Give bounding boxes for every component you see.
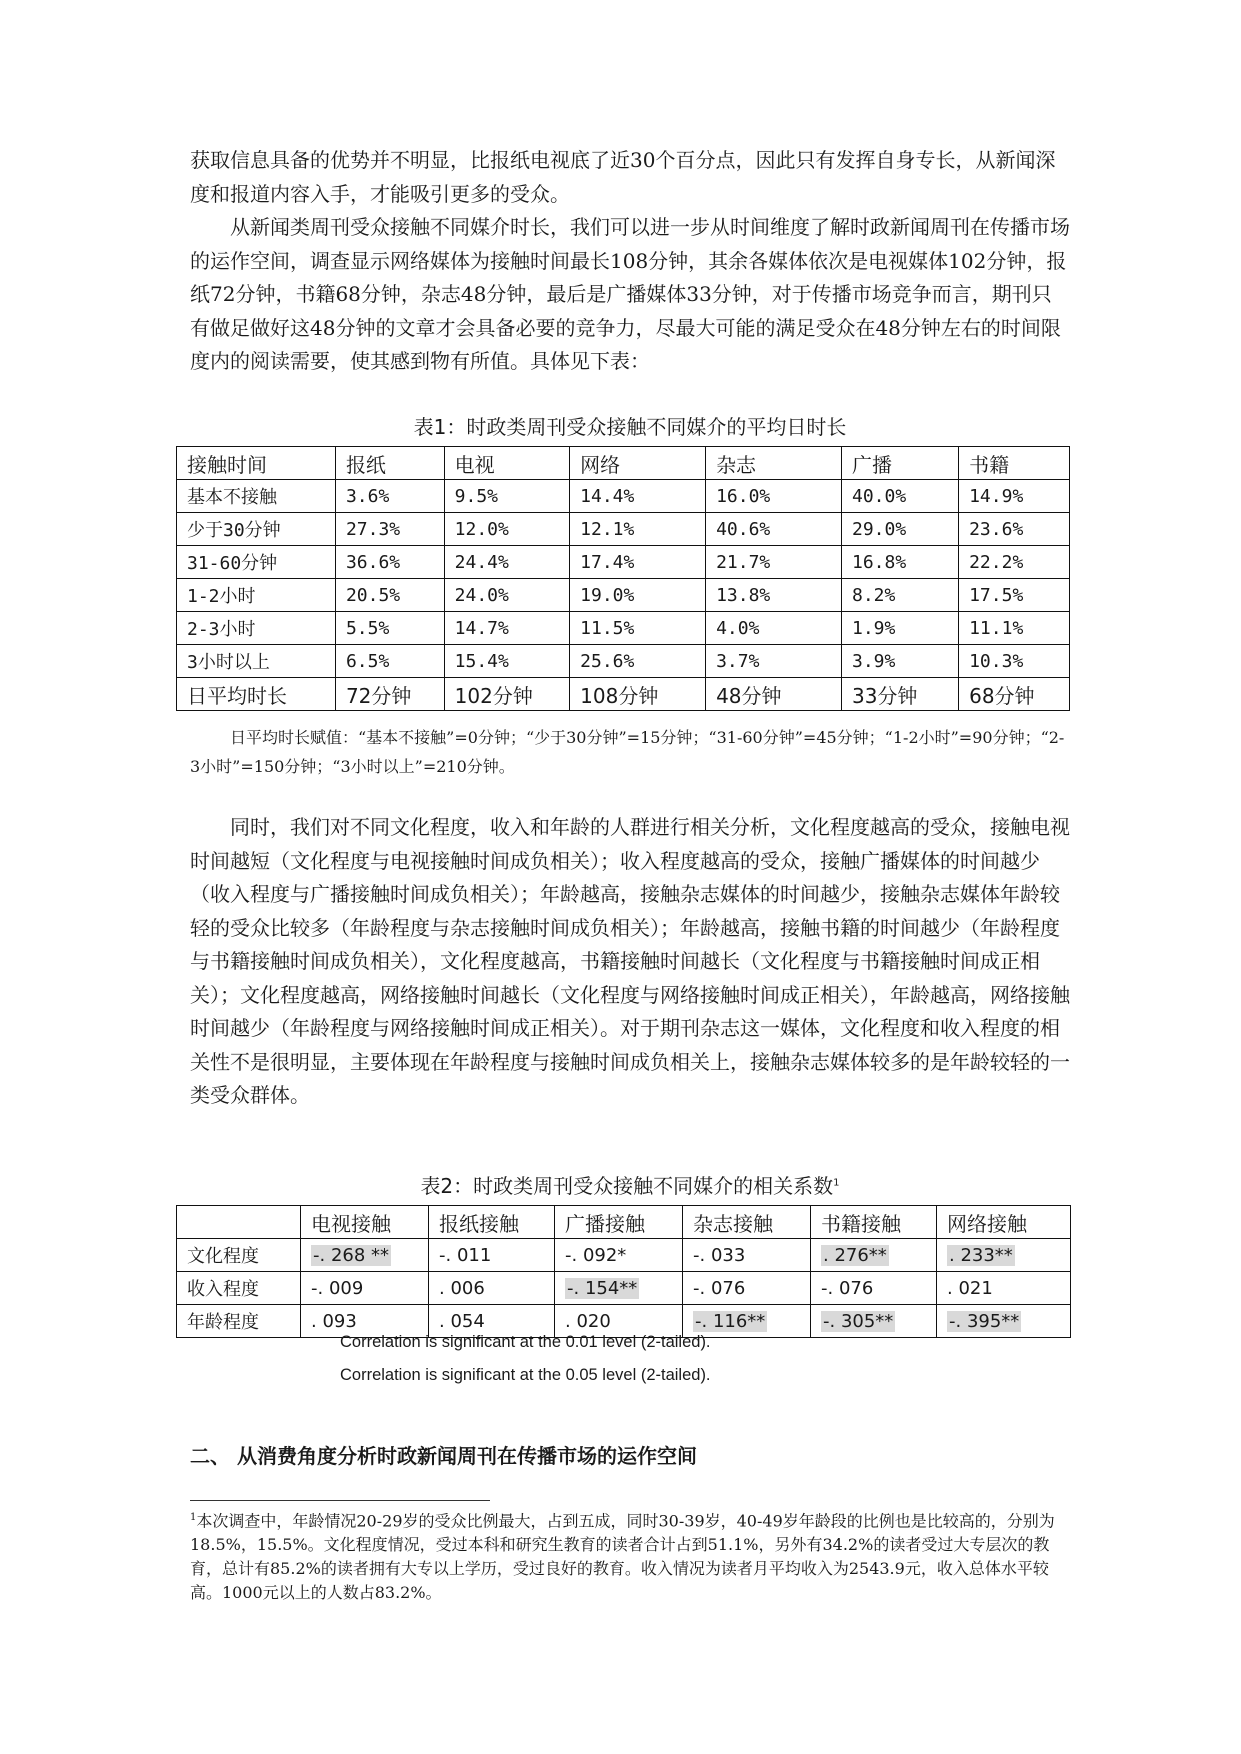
header-cell: 杂志接触 [683,1206,811,1239]
highlighted-value: -. 154** [567,1277,638,1299]
table-cell: 24.4% [444,546,569,579]
row-label-cell: 收入程度 [177,1272,301,1305]
table-cell: 14.9% [959,480,1070,513]
paragraph-3: 同时，我们对不同文化程度，收入和年龄的人群进行相关分析，文化程度越高的受众，接触电视时间越短（文化程度与电视接触时间成负相关）；收入程度越高的受众，接触广播媒体的时间越少（收入程度与广播接触时间成负相关）；年龄越高，接触杂志媒体的时间越少，接触杂志媒体年龄较轻的受众比较多（年龄程度与杂志接触时间成负相关）；年龄越高，接触书籍的时间越少（年龄程度与书籍接触时间成负相关），文化程度越高，书籍接触时间越长（文化程度与书籍接触时间成正相关）；文化程度越高，网络接触时间越长（文化程度与网络接触时间成正相关），年龄越高，网络接触时间越少（年龄程度与网络接触时间成正相关）。对于期刊杂志这一媒体，文化程度和收入程度的相关性不是很明显，主要体现在年龄程度与接触时间成负相关上，接触杂志媒体较多的是年龄较轻的一类受众群体。 [190,815,1070,1107]
correlation-note-005: Correlation is significant at the 0.05 level (2-tailed). [340,1366,711,1384]
row-label-cell: 2-3小时 [177,612,336,645]
table-cell: 3.6% [335,480,444,513]
row-label-cell: 文化程度 [177,1239,301,1272]
table-cell: 13.8% [706,579,842,612]
table-cell: 17.5% [959,579,1070,612]
table-cell: 6.5% [335,645,444,678]
header-cell: 电视 [444,447,569,480]
header-cell [177,1206,301,1239]
table-cell: 20.5% [335,579,444,612]
table-cell: 5.5% [335,612,444,645]
table-cell: 48分钟 [706,678,842,711]
table-cell [555,1272,683,1305]
table-cell: 14.4% [570,480,706,513]
table-cell: 21.7% [706,546,842,579]
table1-caption: 表1：时政类周刊受众接触不同媒介的平均日时长 [413,415,847,439]
section-heading: 二、 从消费角度分析时政新闻周刊在传播市场的运作空间 [190,1444,697,1468]
table-cell: 17.4% [570,546,706,579]
table-row [177,612,1070,645]
header-cell: 报纸 [335,447,444,480]
table-cell: 8.2% [841,579,958,612]
header-cell: 广播 [841,447,958,480]
highlighted-value: . 233** [949,1244,1013,1266]
header-cell: 电视接触 [301,1206,429,1239]
header-cell: 接触时间 [177,447,336,480]
table-cell: -. 009 [301,1272,429,1305]
table-cell: -. 092* [555,1239,683,1272]
table-row [177,513,1070,546]
table-cell: -. 033 [683,1239,811,1272]
table-row [177,480,1070,513]
table-cell: 29.0% [841,513,958,546]
table-row [177,579,1070,612]
table-cell: 25.6% [570,645,706,678]
table-cell: . 021 [937,1272,1071,1305]
table-cell [301,1239,429,1272]
paragraph-2: 从新闻类周刊受众接触不同媒介时长，我们可以进一步从时间维度了解时政新闻周刊在传播市场的运作空间，调查显示网络媒体为接触时间最长108分钟，其余各媒体依次是电视媒体102分钟，报纸72分钟，书籍68分钟，杂志48分钟，最后是广播媒体33分钟，对于传播市场竞争而言，期刊只有做足做好这48分钟的文章才会具备必要的竞争力，尽最大可能的满足受众在48分钟左右的时间限度内的阅读需要，使其感到物有所值。具体见下表： [190,215,1070,373]
table-cell [811,1239,937,1272]
table-cell: 1.9% [841,612,958,645]
table-cell: 12.1% [570,513,706,546]
highlighted-value: . 276** [823,1244,887,1266]
table-cell: 12.0% [444,513,569,546]
average-row [177,678,1070,711]
table-cell [811,1305,937,1338]
table-cell [937,1305,1071,1338]
table-cell: 14.7% [444,612,569,645]
table-cell: 27.3% [335,513,444,546]
table-row [177,1239,1071,1272]
table-cell: 23.6% [959,513,1070,546]
header-cell: 报纸接触 [429,1206,555,1239]
row-label-cell: 1-2小时 [177,579,336,612]
table-cell: 16.8% [841,546,958,579]
header-cell: 广播接触 [555,1206,683,1239]
table-cell: . 006 [429,1272,555,1305]
table-row [177,1272,1071,1305]
table-cell: 11.5% [570,612,706,645]
table-header-row [177,1206,1071,1239]
footnote-text: 本次调查中，年龄情况20-29岁的受众比例最大，占到五成，同时30-39岁，40-49岁年龄段的比例也是比较高的，分别为18.5%，15.5%。文化程度情况，受过本科和研究生教育的读者合计占到51.1%，另外有34.2%的读者受过大专层次的教育，总计有85.2%的读者拥有大专以上学历，受过良好的教育。收入情况为读者月平均收入为2543.9元，收入总体水平较高。1000元以上的人数占83.2%。 [190,1511,1055,1603]
table-header-row [177,447,1070,480]
header-cell: 杂志 [706,447,842,480]
table-cell: -. 011 [429,1239,555,1272]
table-cell: 16.0% [706,480,842,513]
table-cell: 108分钟 [570,678,706,711]
header-cell: 书籍接触 [811,1206,937,1239]
table-cell: -. 076 [811,1272,937,1305]
table-cell: 68分钟 [959,678,1070,711]
row-label-cell: 年龄程度 [177,1305,301,1338]
table-cell: . 054 [429,1305,555,1338]
table-cell: 19.0% [570,579,706,612]
table-cell: 40.6% [706,513,842,546]
table-cell: 3.9% [841,645,958,678]
header-cell: 网络 [570,447,706,480]
table-cell: 33分钟 [841,678,958,711]
highlighted-value: -. 305** [823,1310,894,1332]
highlighted-value: -. 395** [949,1310,1020,1332]
table-cell: 3.7% [706,645,842,678]
footnote [190,1506,1070,1605]
row-label-cell: 日平均时长 [177,678,336,711]
table2-caption [190,1170,1070,1199]
header-cell: 网络接触 [937,1206,1071,1239]
table-cell: 15.4% [444,645,569,678]
table-cell [937,1239,1071,1272]
row-label-cell: 少于30分钟 [177,513,336,546]
highlighted-value: -. 116** [695,1310,766,1332]
paragraph-1: 获取信息具备的优势并不明显，比报纸电视底了近30个百分点，因此只有发挥自身专长，从新闻深度和报道内容入手，才能吸引更多的受众。 [190,148,1056,206]
header-cell: 书籍 [959,447,1070,480]
table-cell: -. 076 [683,1272,811,1305]
table-row [177,546,1070,579]
table2-caption-text: 表2：时政类周刊受众接触不同媒介的相关系数 [420,1174,834,1198]
table-cell: 11.1% [959,612,1070,645]
table-cell: . 020 [555,1305,683,1338]
footnote-mark: 1 [190,1512,197,1523]
footnote-divider [190,1500,490,1501]
table2-correlation [176,1205,1071,1338]
row-label-cell: 基本不接触 [177,480,336,513]
table-cell: 40.0% [841,480,958,513]
table-cell: 22.2% [959,546,1070,579]
table-cell: 4.0% [706,612,842,645]
row-label-cell: 3小时以上 [177,645,336,678]
table-cell: 10.3% [959,645,1070,678]
highlighted-value: -. 268 ** [313,1244,390,1266]
table-row [177,645,1070,678]
table-cell: 9.5% [444,480,569,513]
table-cell: 102分钟 [444,678,569,711]
footnote-ref[interactable]: 1 [833,1177,840,1189]
row-label-cell: 31-60分钟 [177,546,336,579]
table-cell: . 093 [301,1305,429,1338]
table1-note: 日平均时长赋值：“基本不接触”=0分钟；“少于30分钟”=15分钟；“31-60分钟”=45分钟；“1-2小时”=90分钟；“2-3小时”=150分钟；“3小时以上”=210分钟。 [190,728,1065,776]
table-cell: 24.0% [444,579,569,612]
table1-media-duration [176,446,1070,711]
correlation-note-001: Correlation is significant at the 0.01 level (2-tailed). [340,1333,711,1351]
table-cell: 72分钟 [335,678,444,711]
table-cell: 36.6% [335,546,444,579]
